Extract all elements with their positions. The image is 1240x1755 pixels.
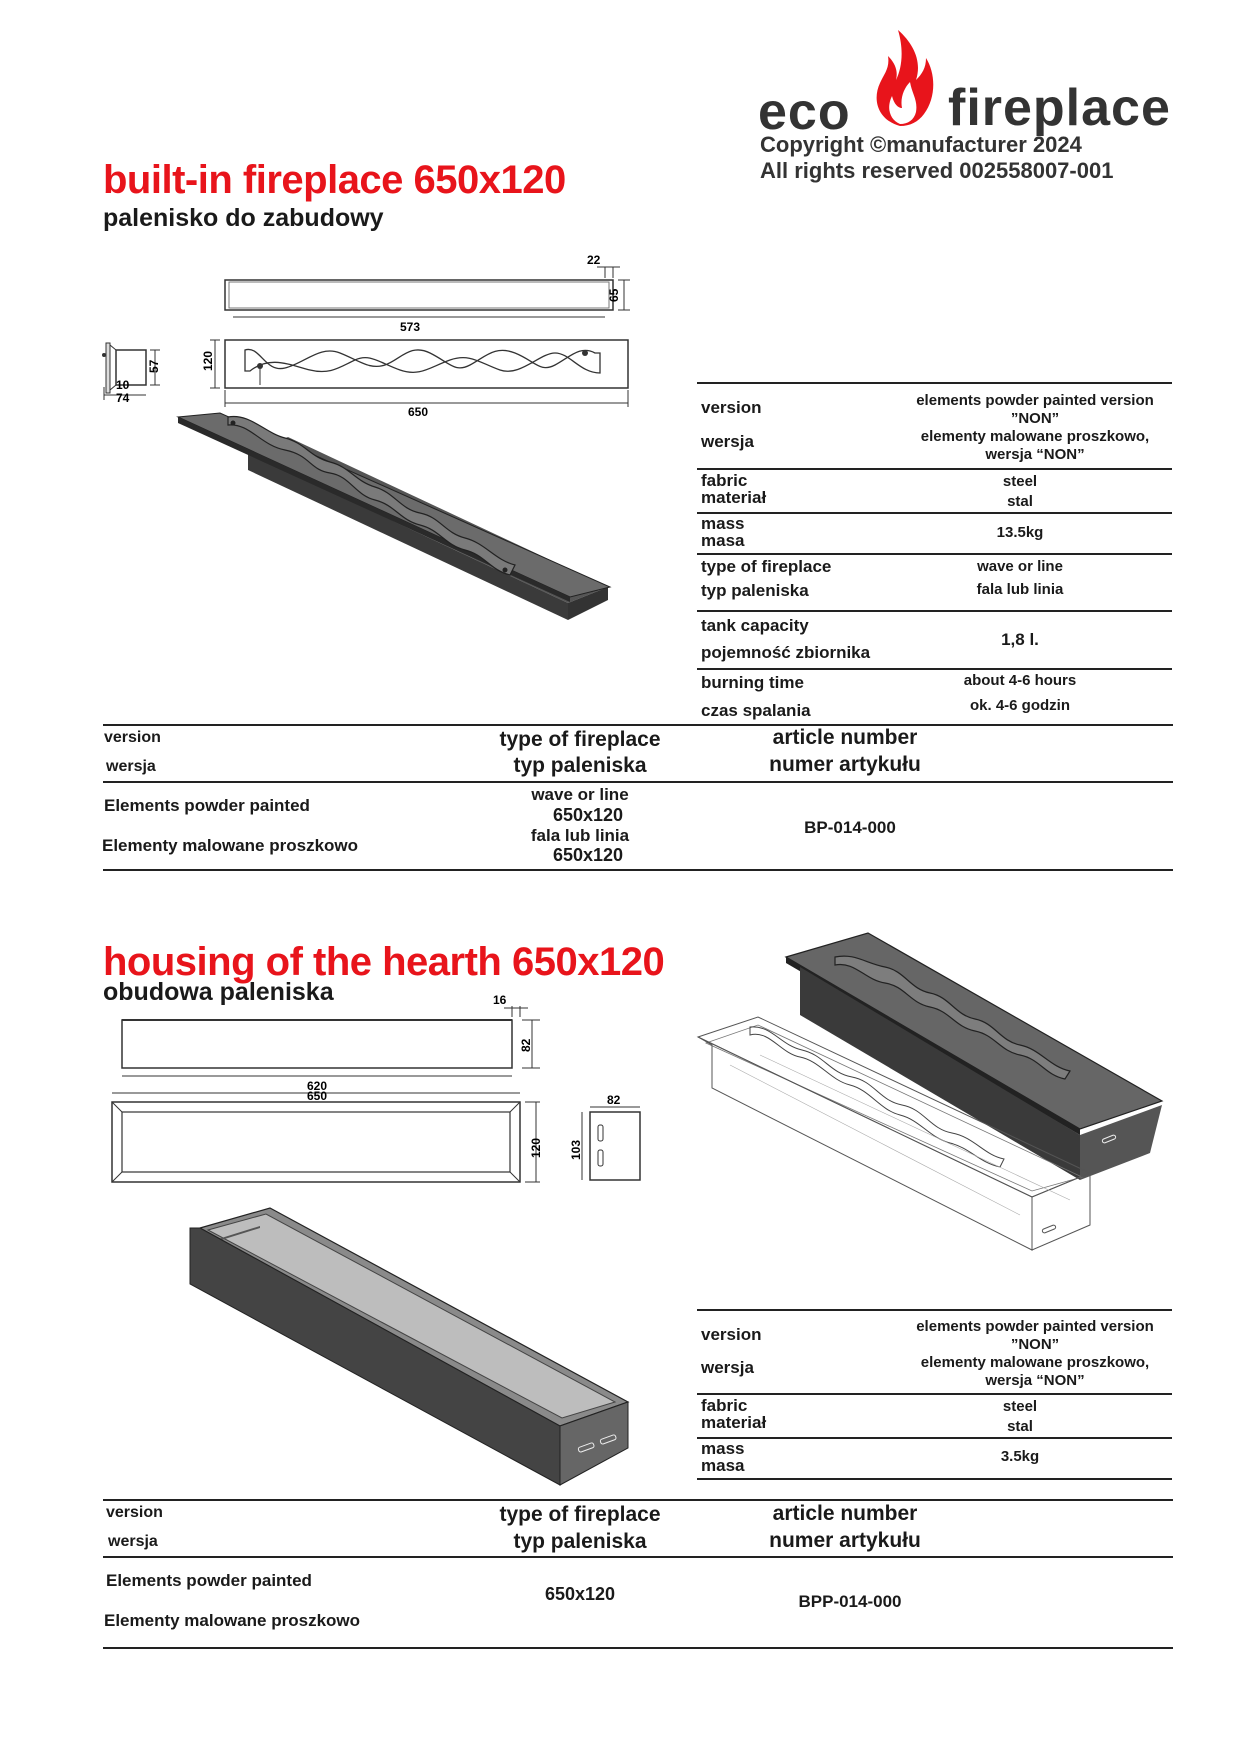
s1-burn-label-en: burning time xyxy=(701,673,804,692)
logo-word-eco: eco xyxy=(758,83,851,141)
s1-type-value-en: wave or line xyxy=(977,558,1063,575)
s2-fabric-label-pl: materiał xyxy=(701,1413,767,1432)
s2-spec-line-1 xyxy=(697,1393,1172,1395)
s1-row-version-pl: Elementy malowane proszkowo xyxy=(102,836,359,855)
s2-fabric-value-pl: stal xyxy=(1007,1418,1033,1435)
dim-120b: 120 xyxy=(529,1137,543,1158)
s2-version-label-en: version xyxy=(701,1325,762,1344)
s2-col1-en: version xyxy=(106,1504,163,1521)
section1-subtitle: palenisko do zabudowy xyxy=(103,204,384,232)
s1-version-value-en-2: ”NON” xyxy=(1010,410,1060,427)
s1-row-type-1: wave or line xyxy=(531,785,629,804)
s2-col2-en: type of fireplace xyxy=(499,1503,661,1526)
s2-table-line-bottom xyxy=(103,1647,1173,1649)
section2-title: housing of the hearth 650x120 xyxy=(103,940,665,984)
dim-74: 74 xyxy=(116,391,130,405)
s1-row-type-4: 650x120 xyxy=(552,845,624,865)
logo-word-fireplace: fireplace xyxy=(948,79,1171,137)
s2-mass-label-en: mass xyxy=(701,1439,745,1458)
dim-57: 57 xyxy=(147,359,161,373)
s1-fabric-label-pl: materiał xyxy=(701,488,767,507)
s1-spec-line-1 xyxy=(697,468,1172,470)
dim-573: 573 xyxy=(400,320,421,334)
s2-spec-line-top xyxy=(697,1309,1172,1311)
dim-16: 16 xyxy=(493,993,507,1007)
s1-col1-en: version xyxy=(104,729,161,746)
s1-fabric-value-en: steel xyxy=(1002,473,1038,490)
section1-technical-drawing xyxy=(100,245,680,715)
s1-fabric-value-pl: stal xyxy=(1007,493,1033,510)
s2-mass-value: 3.5kg xyxy=(1000,1448,1040,1465)
s2-mass-label-pl: masa xyxy=(701,1456,745,1475)
s1-fabric-label-en: fabric xyxy=(701,471,748,490)
s1-spec-line-5 xyxy=(697,668,1172,670)
dim-82a: 82 xyxy=(519,1038,533,1052)
s1-col3-pl: numer artykułu xyxy=(769,753,921,776)
assembly-isometric-drawing xyxy=(690,905,1180,1295)
dim-82b: 82 xyxy=(607,1093,621,1107)
s1-spec-line-4 xyxy=(697,610,1172,612)
s1-col3-en: article number xyxy=(772,726,918,749)
s1-burn-label-pl: czas spalania xyxy=(701,701,811,720)
s1-version-value-pl-2: wersja “NON” xyxy=(985,446,1085,463)
s2-spec-line-3 xyxy=(697,1478,1172,1480)
s1-spec-line-3 xyxy=(697,553,1172,555)
s1-mass-label-en: mass xyxy=(701,514,745,533)
s1-col2-en: type of fireplace xyxy=(499,728,661,751)
s1-burn-value-en: about 4-6 hours xyxy=(963,672,1077,689)
s2-version-label-pl: wersja xyxy=(701,1358,754,1377)
s1-table-line-mid xyxy=(103,781,1173,783)
dim-120: 120 xyxy=(201,350,215,371)
s1-col1-pl: wersja xyxy=(106,758,156,775)
s1-row-article: BP-014-000 xyxy=(804,818,896,837)
s2-version-value-pl-2: wersja “NON” xyxy=(985,1372,1085,1389)
s2-col3-pl: numer artykułu xyxy=(769,1529,921,1552)
s1-row-version-en: Elements powder painted xyxy=(104,796,310,815)
s1-version-label-en: version xyxy=(701,398,762,417)
s2-row-version-en: Elements powder painted xyxy=(106,1571,312,1590)
s1-version-value-en-1: elements powder painted version xyxy=(916,392,1154,409)
s1-version-value-pl-1: elementy malowane proszkowo, xyxy=(920,428,1150,445)
rights-line: All rights reserved 002558007-001 xyxy=(760,158,1114,183)
dim-620: 620 xyxy=(307,1079,328,1093)
s2-col1-pl: wersja xyxy=(108,1533,158,1550)
s2-spec-line-2 xyxy=(697,1437,1172,1439)
s2-col2-pl: typ paleniska xyxy=(513,1530,647,1553)
dim-10: 10 xyxy=(116,378,130,392)
s2-row-article: BPP-014-000 xyxy=(798,1592,902,1611)
copyright-line: Copyright ©manufacturer 2024 xyxy=(760,132,1082,157)
dim-22: 22 xyxy=(587,253,601,267)
s2-fabric-label-en: fabric xyxy=(701,1396,748,1415)
s2-table-line-mid xyxy=(103,1556,1173,1558)
flame-icon xyxy=(870,28,936,128)
s1-mass-value: 13.5kg xyxy=(996,524,1044,541)
s1-row-type-3: fala lub linia xyxy=(530,826,630,845)
dim-650: 650 xyxy=(408,405,429,419)
s2-version-value-pl-1: elementy malowane proszkowo, xyxy=(920,1354,1150,1371)
s2-row-type: 650x120 xyxy=(544,1584,616,1604)
s1-tank-value: 1,8 l. xyxy=(1001,630,1039,649)
s1-spec-line-top xyxy=(697,382,1172,384)
dim-650b: 650 xyxy=(307,1089,328,1103)
s2-table-line-top xyxy=(103,1499,1173,1501)
section2-technical-drawing xyxy=(100,990,660,1490)
s1-row-type-2: 650x120 xyxy=(552,805,624,825)
s1-burn-value-pl: ok. 4-6 godzin xyxy=(969,697,1070,714)
s2-col3-en: article number xyxy=(772,1502,918,1525)
s1-type-label-en: type of fireplace xyxy=(701,557,832,576)
section2-subtitle: obudowa paleniska xyxy=(103,978,334,1006)
s1-type-label-pl: typ paleniska xyxy=(701,581,809,600)
s2-version-value-en-1: elements powder painted version xyxy=(916,1318,1154,1335)
s1-version-label-pl: wersja xyxy=(701,432,754,451)
s2-version-value-en-2: ”NON” xyxy=(1010,1336,1060,1353)
s1-tank-label-pl: pojemność zbiornika xyxy=(701,643,871,662)
s1-table-line-top xyxy=(103,724,1173,726)
dim-103: 103 xyxy=(569,1139,583,1160)
s1-tank-label-en: tank capacity xyxy=(701,616,809,635)
s2-row-version-pl: Elementy malowane proszkowo xyxy=(104,1611,361,1630)
s1-table-line-bottom xyxy=(103,869,1173,871)
s1-spec-line-2 xyxy=(697,512,1172,514)
dim-65: 65 xyxy=(607,288,621,302)
s1-type-value-pl: fala lub linia xyxy=(976,581,1064,598)
s2-fabric-value-en: steel xyxy=(1002,1398,1038,1415)
s1-col2-pl: typ paleniska xyxy=(513,754,647,777)
section1-title: built-in fireplace 650x120 xyxy=(103,158,566,202)
s1-mass-label-pl: masa xyxy=(701,531,745,550)
